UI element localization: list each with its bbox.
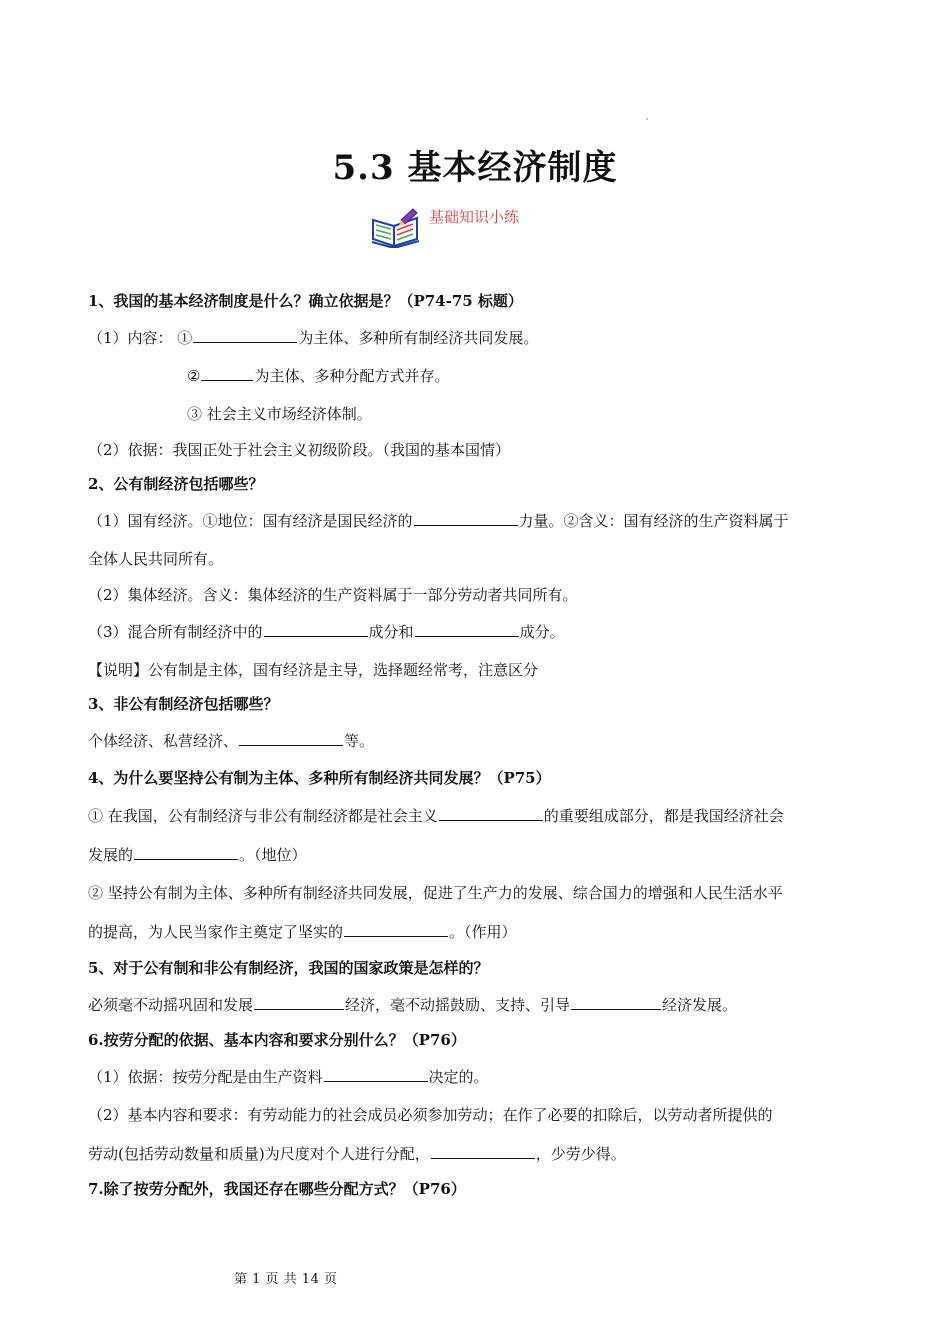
question-2: 2、公有制经济包括哪些？ xyxy=(88,475,264,493)
question-3: 3、非公有制经济包括哪些？ xyxy=(88,695,279,713)
line-content-1: （1）内容： ① 为主体、多种所有制经济共同发展。 xyxy=(88,329,539,347)
line-role-1: ② 坚持公有制为主体、多种所有制经济共同发展，促进了生产力的发展、综合国力的增强和人民生活水平 xyxy=(88,884,783,902)
fill-blank[interactable] xyxy=(254,995,344,1010)
fill-blank[interactable] xyxy=(414,511,518,526)
line-distribution-content-1: （2）基本内容和要求：有劳动能力的社会成员必须参加劳动；在作了必要的扣除后，以劳动者所提供的 xyxy=(88,1106,773,1124)
line-content-2: ② 为主体、多种分配方式并存。 xyxy=(187,367,450,385)
fill-blank[interactable] xyxy=(324,1067,428,1082)
question-4: 4、为什么要坚持公有制为主体、多种所有制经济共同发展？（P75） xyxy=(88,769,551,787)
line-state-economy: （1）国有经济。①地位：国有经济是国民经济的 力量。②含义：国有经济的生产资料属于 xyxy=(88,512,789,530)
line-state-economy-cont: 全体人民共同所有。 xyxy=(88,550,224,568)
question-7: 7.除了按劳分配外，我国还存在哪些分配方式？（P76） xyxy=(88,1180,466,1198)
fill-blank[interactable] xyxy=(134,845,238,860)
fill-blank[interactable] xyxy=(571,995,661,1010)
line-content-3: ③ 社会主义市场经济体制。 xyxy=(187,405,372,423)
fill-blank[interactable] xyxy=(201,366,253,381)
fill-blank[interactable] xyxy=(431,1144,535,1159)
book-pen-icon xyxy=(370,206,422,248)
line-role-2: 的提高，为人民当家作主奠定了坚实的 。（作用） xyxy=(88,923,517,941)
fill-blank[interactable] xyxy=(193,328,297,343)
subhead-label: 基础知识小练 xyxy=(429,208,520,226)
fill-blank[interactable] xyxy=(344,922,448,937)
fill-blank[interactable] xyxy=(439,806,543,821)
line-basis: （2）依据：我国正处于社会主义初级阶段。（我国的基本国情） xyxy=(88,441,511,459)
line-status-2: 发展的 。（地位） xyxy=(88,846,307,864)
fill-blank[interactable] xyxy=(264,622,368,637)
line-mixed-economy: （3）混合所有制经济中的 成分和 成分。 xyxy=(88,623,565,641)
line-collective-economy: （2）集体经济。含义：集体经济的生产资料属于一部分劳动者共同所有。 xyxy=(88,586,578,604)
worksheet-content xyxy=(88,288,868,1199)
line-note: 【说明】公有制是主体，国有经济是主导，选择题经常考，注意区分 xyxy=(88,661,539,679)
line-policy: 必须毫不动摇巩固和发展 经济，毫不动摇鼓励、支持、引导 经济发展。 xyxy=(88,996,738,1014)
line-non-public: 个体经济、私营经济、 等。 xyxy=(88,732,375,750)
line-status-1: ① 在我国，公有制经济与非公有制经济都是社会主义 的重要组成部分，都是我国经济社会 xyxy=(88,807,784,825)
page-footer: 第 1 页 共 14 页 xyxy=(234,1272,338,1287)
fill-blank[interactable] xyxy=(415,622,519,637)
fill-blank[interactable] xyxy=(239,731,343,746)
question-6: 6.按劳分配的依据、基本内容和要求分别什么？（P76） xyxy=(88,1031,466,1049)
line-distribution-content-2: 劳动(包括劳动数量和质量)为尺度对个人进行分配， ，少劳少得。 xyxy=(88,1145,626,1163)
stray-dot xyxy=(646,118,648,120)
question-5: 5、对于公有制和非公有制经济，我国的国家政策是怎样的？ xyxy=(88,959,489,977)
question-1: 1、我国的基本经济制度是什么？确立依据是？（P74-75 标题） xyxy=(88,292,523,310)
line-distribution-basis: （1）依据：按劳分配是由生产资料 决定的。 xyxy=(88,1068,489,1086)
page-title: 5.3 基本经济制度 xyxy=(332,148,618,188)
